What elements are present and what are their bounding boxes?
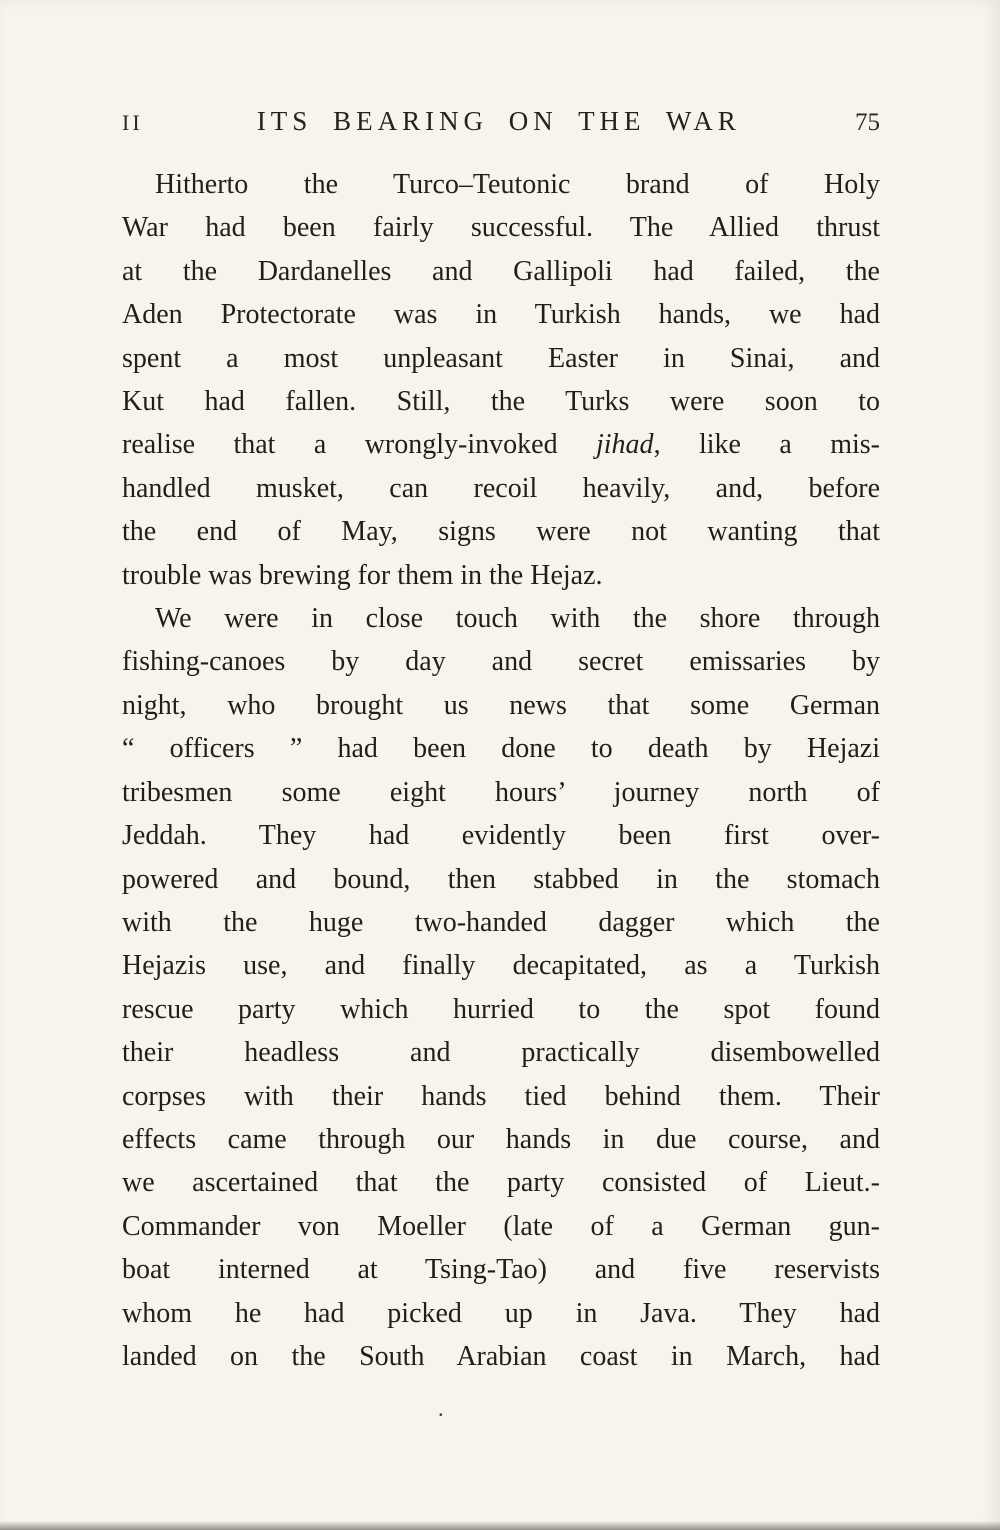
text-line: We were in close touch with the shore through bbox=[155, 603, 880, 635]
page-number: 75 bbox=[854, 109, 880, 136]
text-line: corpses with their hands tied behind them. Their bbox=[122, 1080, 880, 1112]
text-line: Kut had fallen. Still, the Turks were soon to bbox=[122, 386, 880, 418]
text-line: rescue party which hurried to the spot found bbox=[122, 993, 880, 1025]
text-line: Hitherto the Turco–Teutonic brand of Holy bbox=[155, 169, 880, 200]
scan-page-edge bbox=[0, 1521, 1000, 1530]
paragraph-2 bbox=[122, 597, 880, 1378]
text-segment: realise that a wrongly-invoked bbox=[122, 429, 558, 461]
text-line: “ officers ” had been done to death by Hejazi bbox=[122, 733, 880, 765]
text-line: whom he had picked up in Java. They had bbox=[122, 1297, 880, 1329]
italic-word: jihad bbox=[596, 429, 654, 461]
text-line: handled musket, can recoil heavily, and, before bbox=[122, 472, 880, 504]
text-line: night, who brought us news that some German bbox=[122, 689, 880, 721]
text-line: landed on the South Arabian coast in March, had bbox=[122, 1340, 880, 1372]
text-line-with-italic bbox=[122, 423, 880, 466]
text-line: Jeddah. They had evidently been first over- bbox=[122, 820, 880, 852]
paragraph-1 bbox=[122, 163, 880, 597]
text-line: we ascertained that the party consisted of Lieut.- bbox=[122, 1167, 880, 1199]
text-line: with the huge two-handed dagger which the bbox=[122, 906, 880, 938]
text-line: at the Dardanelles and Gallipoli had failed, the bbox=[122, 255, 880, 287]
text-line: Commander von Moeller (late of a German gun- bbox=[122, 1210, 880, 1242]
text-line: boat interned at Tsing-Tao) and five reservists bbox=[122, 1254, 880, 1286]
text-line: tribesmen some eight hours’ journey north of bbox=[122, 776, 880, 808]
printers-mark-dot: . bbox=[438, 1396, 444, 1421]
text-line: powered and bound, then stabbed in the stomach bbox=[122, 863, 880, 895]
text-line: effects came through our hands in due course, and bbox=[122, 1123, 880, 1155]
text-line: Hejazis use, and finally decapitated, as a Turkish bbox=[122, 950, 880, 982]
text-line: trouble was brewing for them in the Hejaz. bbox=[122, 559, 603, 591]
text-line: the end of May, signs were not wanting that bbox=[122, 516, 880, 548]
chapter-number: II bbox=[122, 110, 143, 135]
text-segment: , like a mis- bbox=[653, 429, 880, 461]
page-title: ITS BEARING ON THE WAR bbox=[256, 106, 741, 136]
text-line: Aden Protectorate was in Turkish hands, we had bbox=[122, 299, 880, 331]
text-line: spent a most unpleasant Easter in Sinai, and bbox=[122, 342, 880, 374]
running-header bbox=[122, 106, 880, 137]
text-line: fishing-canoes by day and secret emissaries by bbox=[122, 646, 880, 678]
text-line: War had been fairly successful. The Allied thrust bbox=[122, 212, 880, 244]
text-line: their headless and practically disembowelled bbox=[122, 1037, 880, 1069]
